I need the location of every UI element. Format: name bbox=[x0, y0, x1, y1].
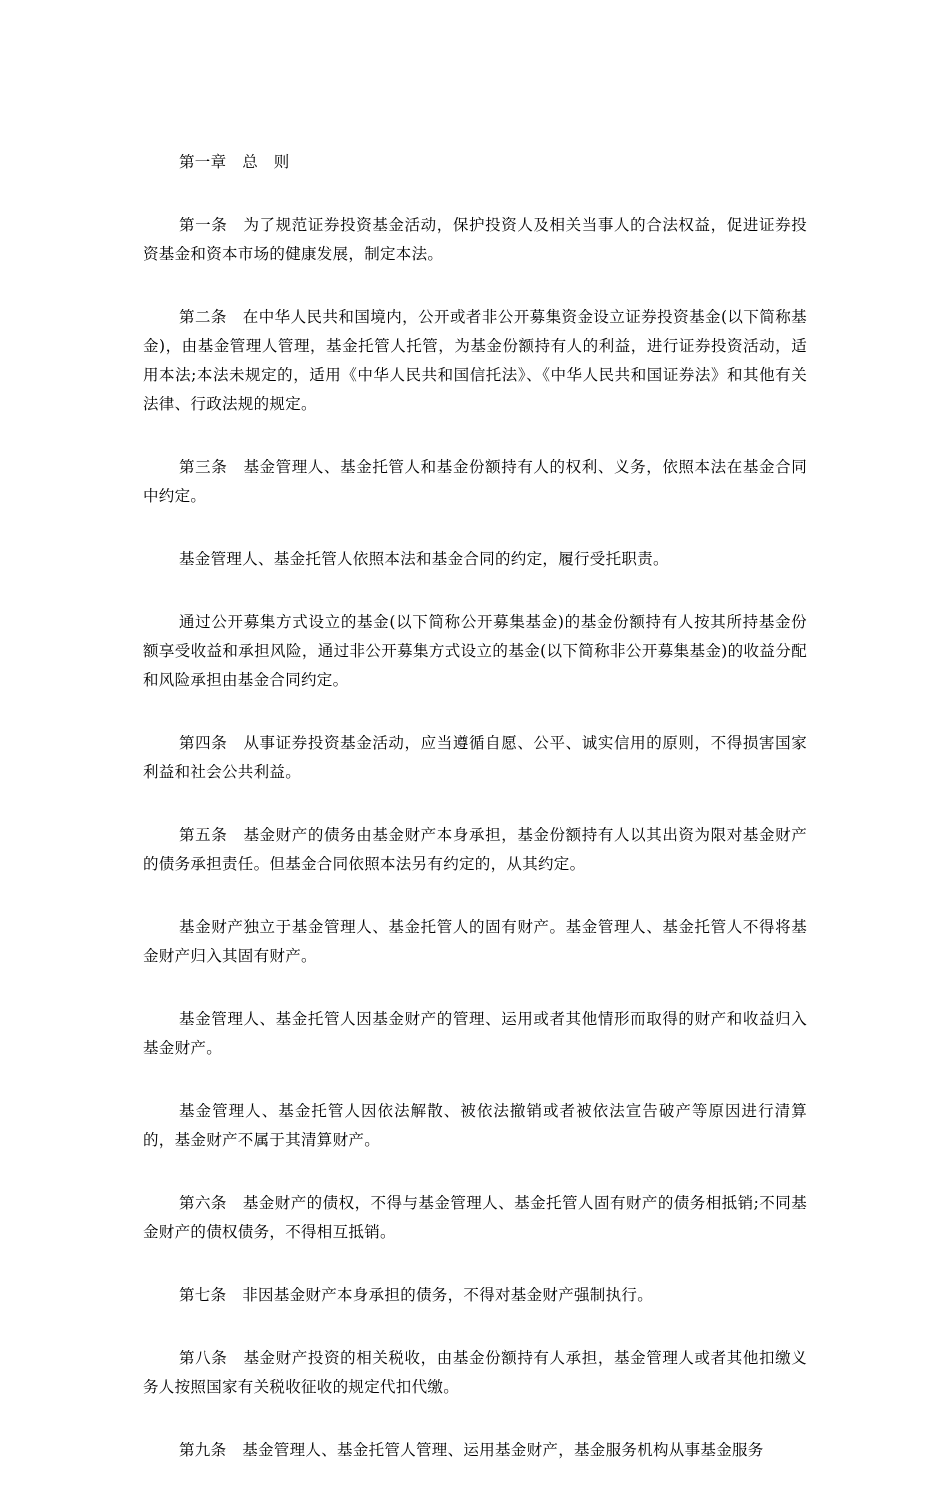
chapter-heading: 第一章 总 则 bbox=[179, 153, 290, 171]
article-5-clause-4: 基金管理人、基金托管人因依法解散、被依法撤销或者被依法宣告破产等原因进行清算的，基金财产不属于其清算财产。 bbox=[143, 1102, 807, 1149]
article-4: 第四条 从事证券投资基金活动，应当遵循自愿、公平、诚实信用的原则，不得损害国家利益和社会公共利益。 bbox=[143, 734, 807, 781]
article-6: 第六条 基金财产的债权，不得与基金管理人、基金托管人固有财产的债务相抵销;不同基金财产的债权债务，不得相互抵销。 bbox=[143, 1194, 807, 1241]
article-5-clause-3: 基金管理人、基金托管人因基金财产的管理、运用或者其他情形而取得的财产和收益归入基金财产。 bbox=[143, 1010, 807, 1057]
article-2: 第二条 在中华人民共和国境内，公开或者非公开募集资金设立证券投资基金(以下简称基金)，由基金管理人管理，基金托管人托管，为基金份额持有人的利益，进行证券投资活动，适用本法;本法未规定的，适用《中华人民共和国信托法》、《中华人民共和国证券法》和其他有关法律、行政法规的规定。 bbox=[143, 308, 807, 413]
document-page bbox=[143, 148, 807, 1499]
article-3: 第三条 基金管理人、基金托管人和基金份额持有人的权利、义务，依照本法在基金合同中约定。 bbox=[143, 458, 807, 505]
article-3-clause-3: 通过公开募集方式设立的基金(以下简称公开募集基金)的基金份额持有人按其所持基金份额享受收益和承担风险，通过非公开募集方式设立的基金(以下简称非公开募集基金)的收益分配和风险承担由基金合同约定。 bbox=[143, 613, 807, 689]
article-5: 第五条 基金财产的债务由基金财产本身承担，基金份额持有人以其出资为限对基金财产的债务承担责任。但基金合同依照本法另有约定的，从其约定。 bbox=[143, 826, 807, 873]
article-9: 第九条 基金管理人、基金托管人管理、运用基金财产，基金服务机构从事基金服务 bbox=[179, 1441, 764, 1459]
article-1: 第一条 为了规范证券投资基金活动，保护投资人及相关当事人的合法权益，促进证券投资基金和资本市场的健康发展，制定本法。 bbox=[143, 216, 807, 263]
article-7: 第七条 非因基金财产本身承担的债务，不得对基金财产强制执行。 bbox=[179, 1286, 654, 1304]
article-3-clause-2: 基金管理人、基金托管人依照本法和基金合同的约定，履行受托职责。 bbox=[179, 550, 669, 568]
article-8: 第八条 基金财产投资的相关税收，由基金份额持有人承担，基金管理人或者其他扣缴义务人按照国家有关税收征收的规定代扣代缴。 bbox=[143, 1349, 807, 1396]
article-5-clause-2: 基金财产独立于基金管理人、基金托管人的固有财产。基金管理人、基金托管人不得将基金财产归入其固有财产。 bbox=[143, 918, 807, 965]
